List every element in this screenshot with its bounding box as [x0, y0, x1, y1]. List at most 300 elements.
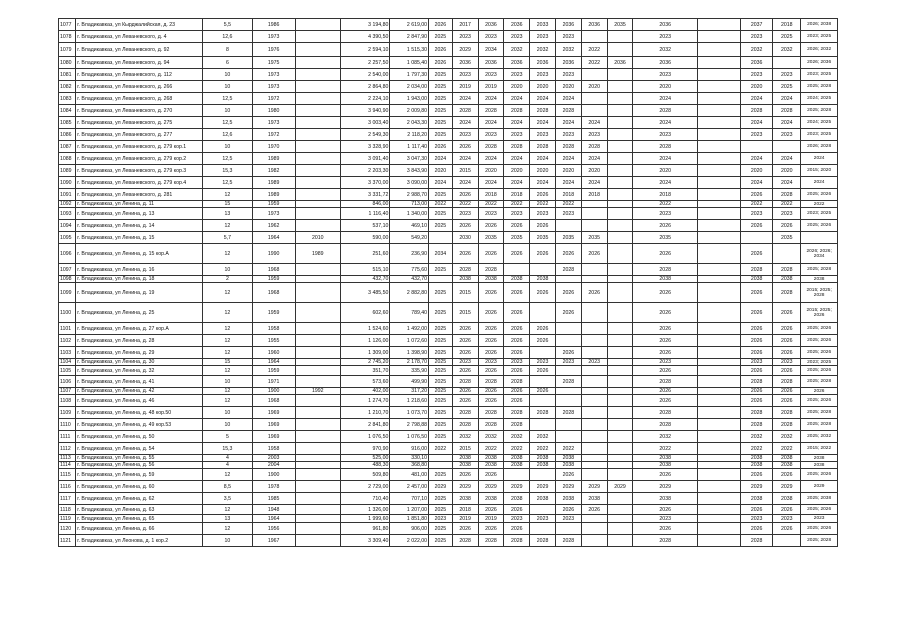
year-cell — [607, 177, 633, 189]
year-cell: 2024 — [773, 93, 801, 105]
year-cell: 2024 — [741, 153, 773, 165]
year-cell: 2026 — [773, 335, 801, 347]
year-cell: 2018 — [504, 189, 530, 201]
year-cell: 2019 — [452, 81, 478, 93]
year-cell: 2029 — [452, 481, 478, 493]
year-cell: 2026 — [581, 505, 607, 515]
year-cell: 2020 — [633, 81, 698, 93]
year-cell: 2026 — [530, 388, 556, 395]
total-area-cell: 3 003,40 — [340, 117, 389, 129]
total-area-cell: 402,00 — [340, 388, 389, 395]
year-cell: 2026 — [452, 347, 478, 359]
total-area-cell: 602,60 — [340, 303, 389, 323]
year-cell: 2035 — [530, 232, 556, 244]
year-rebuilt-cell — [295, 455, 340, 462]
year-cell: 2029 — [555, 481, 581, 493]
summary-years-cell: 2015; 2022 — [801, 443, 838, 455]
year-cell: 2025 — [429, 469, 453, 481]
year-built-cell: 1968 — [252, 395, 295, 407]
table-row — [59, 283, 838, 303]
year-cell: 2029 — [741, 481, 773, 493]
summary-years-cell: 2029 — [801, 481, 838, 493]
year-cell: 2038 — [452, 493, 478, 505]
year-cell: 2022 — [504, 201, 530, 208]
row-number: 1084 — [59, 105, 76, 117]
year-cell: 2028 — [504, 141, 530, 153]
year-cell: 2018 — [633, 189, 698, 201]
year-cell — [607, 366, 633, 376]
table-row — [59, 81, 838, 93]
summary-years-cell: 2023; 2025 — [801, 31, 838, 43]
year-cell: 2026 — [452, 220, 478, 232]
year-cell: 2029 — [607, 481, 633, 493]
year-cell: 2024 — [741, 177, 773, 189]
year-cell: 2036 — [633, 57, 698, 69]
year-cell — [697, 303, 740, 323]
year-built-cell: 1989 — [252, 153, 295, 165]
year-cell — [607, 93, 633, 105]
year-cell: 2026 — [741, 388, 773, 395]
year-cell: 2024 — [530, 177, 556, 189]
summary-years-cell: 2025; 2028 — [801, 376, 838, 388]
year-cell: 2032 — [530, 43, 556, 57]
year-cell: 2028 — [773, 283, 801, 303]
year-cell — [697, 523, 740, 535]
year-cell — [697, 105, 740, 117]
year-cell: 2023 — [452, 359, 478, 366]
year-built-cell: 1959 — [252, 303, 295, 323]
year-cell: 2020 — [773, 165, 801, 177]
address-cell: г. Владикавказ, ул Леваневского, д. 112 — [76, 69, 203, 81]
table-row — [59, 201, 838, 208]
year-rebuilt-cell — [295, 129, 340, 141]
year-cell: 2028 — [633, 376, 698, 388]
row-number: 1092 — [59, 201, 76, 208]
year-cell: 2036 — [555, 19, 581, 31]
year-cell: 2029 — [530, 481, 556, 493]
year-cell — [581, 93, 607, 105]
year-rebuilt-cell — [295, 493, 340, 505]
summary-years-cell: 2023; 2025 — [801, 208, 838, 220]
year-cell — [581, 69, 607, 81]
year-cell: 2026 — [773, 388, 801, 395]
year-cell: 2023 — [452, 208, 478, 220]
year-built-cell: 1967 — [252, 535, 295, 547]
summary-years-cell: 2025; 2026 — [801, 189, 838, 201]
address-cell: г. Владикавказ, ул Леонова, д. 1 кор.2 — [76, 535, 203, 547]
year-cell: 2035 — [504, 232, 530, 244]
year-cell: 2038 — [741, 276, 773, 283]
summary-years-cell: 2026; 2028 — [801, 141, 838, 153]
table-row — [59, 57, 838, 69]
year-rebuilt-cell — [295, 303, 340, 323]
year-cell — [697, 455, 740, 462]
living-area-cell: 1 085,40 — [390, 57, 429, 69]
year-cell: 2023 — [741, 69, 773, 81]
floors-cell: 12,5 — [203, 93, 252, 105]
year-cell: 2022 — [478, 201, 504, 208]
summary-years-cell: 2015; 2025; 2026 — [801, 303, 838, 323]
year-cell: 2024 — [581, 177, 607, 189]
year-built-cell: 1972 — [252, 93, 295, 105]
year-cell: 2023 — [633, 359, 698, 366]
year-cell: 2026 — [633, 220, 698, 232]
year-cell: 2029 — [773, 481, 801, 493]
year-cell: 2026 — [633, 347, 698, 359]
year-cell: 2026 — [581, 244, 607, 264]
year-cell: 2023 — [530, 69, 556, 81]
year-cell — [607, 81, 633, 93]
row-number: 1096 — [59, 244, 76, 264]
living-area-cell: 775,60 — [390, 264, 429, 276]
summary-years-cell: 2024 — [801, 153, 838, 165]
year-cell: 2038 — [530, 462, 556, 469]
year-cell: 2026 — [478, 469, 504, 481]
living-area-cell: 707,10 — [390, 493, 429, 505]
year-cell: 2023 — [478, 208, 504, 220]
table-row — [59, 523, 838, 535]
year-rebuilt-cell — [295, 264, 340, 276]
year-cell: 2023 — [530, 359, 556, 366]
table-row — [59, 493, 838, 505]
year-cell: 2024 — [530, 117, 556, 129]
row-number: 1121 — [59, 535, 76, 547]
floors-cell: 12 — [203, 388, 252, 395]
summary-years-cell: 2023; 2025 — [801, 359, 838, 366]
year-cell — [607, 264, 633, 276]
year-cell: 2028 — [555, 535, 581, 547]
floors-cell: 12 — [203, 366, 252, 376]
year-cell — [697, 232, 740, 244]
year-cell: 2015 — [452, 303, 478, 323]
year-cell — [607, 276, 633, 283]
year-cell — [607, 443, 633, 455]
table-row — [59, 535, 838, 547]
row-number: 1093 — [59, 208, 76, 220]
year-cell: 2023 — [773, 129, 801, 141]
year-cell — [607, 505, 633, 515]
year-cell: 2020 — [504, 165, 530, 177]
year-cell — [697, 31, 740, 43]
summary-years-cell: 2024 — [801, 177, 838, 189]
summary-years-cell: 2025; 2026 — [801, 220, 838, 232]
year-cell: 2026 — [504, 347, 530, 359]
address-cell: г. Владикавказ, ул Леваневского, д. 277 — [76, 129, 203, 141]
year-cell: 2023 — [530, 208, 556, 220]
row-number: 1112 — [59, 443, 76, 455]
year-cell — [581, 220, 607, 232]
year-rebuilt-cell — [295, 407, 340, 419]
year-cell: 2026 — [478, 335, 504, 347]
year-cell — [607, 395, 633, 407]
year-cell — [581, 407, 607, 419]
living-area-cell: 2 009,80 — [390, 105, 429, 117]
year-cell: 2028 — [504, 535, 530, 547]
year-cell: 2029 — [478, 481, 504, 493]
year-cell: 2029 — [429, 481, 453, 493]
total-area-cell: 1 076,50 — [340, 431, 389, 443]
year-cell: 2025 — [429, 523, 453, 535]
year-built-cell: 1973 — [252, 81, 295, 93]
year-cell — [697, 19, 740, 31]
floors-cell: 4 — [203, 462, 252, 469]
year-cell: 2034 — [429, 244, 453, 264]
year-built-cell: 1956 — [252, 523, 295, 535]
year-cell: 2018 — [452, 505, 478, 515]
row-number: 1119 — [59, 515, 76, 523]
year-cell — [697, 177, 740, 189]
floors-cell: 15 — [203, 201, 252, 208]
year-cell: 2032 — [504, 43, 530, 57]
row-number: 1113 — [59, 455, 76, 462]
address-cell: г. Владикавказ, ул Ленина, д. 28 — [76, 335, 203, 347]
year-cell: 2023 — [741, 129, 773, 141]
year-cell — [697, 141, 740, 153]
year-cell: 2026 — [478, 303, 504, 323]
year-cell — [581, 208, 607, 220]
year-cell: 2018 — [773, 19, 801, 31]
address-cell: г. Владикавказ, ул Леваневского, д. 279 кор.4 — [76, 177, 203, 189]
year-built-cell: 1959 — [252, 366, 295, 376]
living-area-cell: 713,00 — [390, 201, 429, 208]
year-cell — [607, 43, 633, 57]
year-cell: 2022 — [504, 443, 530, 455]
total-area-cell: 3 328,90 — [340, 141, 389, 153]
year-cell: 2035 — [478, 232, 504, 244]
year-cell: 2032 — [741, 43, 773, 57]
year-built-cell: 1989 — [252, 189, 295, 201]
year-cell — [697, 505, 740, 515]
year-cell: 2024 — [478, 177, 504, 189]
row-number: 1088 — [59, 153, 76, 165]
living-area-cell: 335,90 — [390, 366, 429, 376]
address-cell: г. Владикавказ, ул Леваневского, д. 266 — [76, 81, 203, 93]
year-cell: 2038 — [633, 462, 698, 469]
row-number: 1100 — [59, 303, 76, 323]
year-cell: 2024 — [633, 117, 698, 129]
year-cell — [581, 523, 607, 535]
year-cell — [697, 220, 740, 232]
year-cell: 2038 — [504, 493, 530, 505]
year-cell: 2025 — [429, 376, 453, 388]
living-area-cell: 2 022,00 — [390, 535, 429, 547]
address-cell: г. Владикавказ, ул Ленина, д. 46 — [76, 395, 203, 407]
year-cell: 2025 — [429, 117, 453, 129]
address-cell: г. Владикавказ, ул Ленина, д. 60 — [76, 481, 203, 493]
address-cell: г. Владикавказ, ул Ленина, д. 16 — [76, 264, 203, 276]
floors-cell: 10 — [203, 264, 252, 276]
year-cell: 2036 — [504, 19, 530, 31]
year-cell: 2023 — [478, 359, 504, 366]
year-cell: 2026 — [504, 303, 530, 323]
year-cell: 2029 — [581, 481, 607, 493]
year-built-cell: 1980 — [252, 105, 295, 117]
address-cell: г. Владикавказ, ул Ленина, д. 14 — [76, 220, 203, 232]
year-rebuilt-cell — [295, 431, 340, 443]
year-cell: 2026 — [741, 469, 773, 481]
year-built-cell: 1955 — [252, 335, 295, 347]
table-row — [59, 335, 838, 347]
year-cell — [530, 303, 556, 323]
row-number: 1103 — [59, 347, 76, 359]
year-cell: 2028 — [581, 141, 607, 153]
year-rebuilt-cell — [295, 283, 340, 303]
year-built-cell: 1959 — [252, 276, 295, 283]
floors-cell: 12 — [203, 469, 252, 481]
year-cell: 2024 — [429, 177, 453, 189]
address-cell: г. Владикавказ, ул Леваневского, д. 270 — [76, 105, 203, 117]
year-cell: 2026 — [741, 283, 773, 303]
total-area-cell: 2 203,30 — [340, 165, 389, 177]
year-cell: 2017 — [452, 19, 478, 31]
year-built-cell: 1964 — [252, 232, 295, 244]
total-area-cell: 1 524,60 — [340, 323, 389, 335]
year-cell: 2020 — [429, 165, 453, 177]
year-cell: 2026 — [773, 523, 801, 535]
year-cell — [530, 505, 556, 515]
total-area-cell: 4 390,50 — [340, 31, 389, 43]
living-area-cell: 906,00 — [390, 523, 429, 535]
year-cell: 2022 — [429, 201, 453, 208]
year-cell: 2038 — [530, 493, 556, 505]
year-cell — [697, 189, 740, 201]
total-area-cell: 1 210,70 — [340, 407, 389, 419]
year-cell: 2038 — [773, 462, 801, 469]
year-cell: 2028 — [478, 535, 504, 547]
total-area-cell: 590,00 — [340, 232, 389, 244]
living-area-cell: 1 207,00 — [390, 505, 429, 515]
year-cell — [697, 395, 740, 407]
year-built-cell: 1960 — [252, 347, 295, 359]
housing-repair-schedule-table — [58, 18, 838, 547]
row-number: 1082 — [59, 81, 76, 93]
year-cell: 2022 — [741, 443, 773, 455]
year-cell: 2036 — [607, 57, 633, 69]
year-cell: 2026 — [741, 335, 773, 347]
floors-cell: 12,5 — [203, 177, 252, 189]
living-area-cell: 1 072,60 — [390, 335, 429, 347]
living-area-cell: 1 851,80 — [390, 515, 429, 523]
summary-years-cell: 2023; 2025 — [801, 129, 838, 141]
year-cell — [697, 244, 740, 264]
year-cell: 2025 — [429, 323, 453, 335]
table-row — [59, 129, 838, 141]
year-cell: 2024 — [478, 93, 504, 105]
row-number: 1110 — [59, 419, 76, 431]
year-cell: 2026 — [504, 335, 530, 347]
address-cell: г. Владикавказ, ул Ленина, д. 29 — [76, 347, 203, 359]
year-cell: 2026 — [452, 335, 478, 347]
year-cell — [697, 469, 740, 481]
year-cell: 2028 — [530, 105, 556, 117]
year-cell: 2028 — [452, 376, 478, 388]
year-rebuilt-cell — [295, 462, 340, 469]
year-cell — [607, 462, 633, 469]
year-cell — [555, 366, 581, 376]
table-row — [59, 276, 838, 283]
table-row — [59, 366, 838, 376]
year-cell — [607, 419, 633, 431]
address-cell: г. Владикавказ, ул Леваневского, д. 281 — [76, 189, 203, 201]
living-area-cell: 2 619,00 — [390, 19, 429, 31]
year-cell: 2023 — [633, 69, 698, 81]
summary-years-cell: 2025; 2026 — [801, 347, 838, 359]
year-cell: 2028 — [478, 419, 504, 431]
year-cell: 2025 — [773, 31, 801, 43]
year-cell: 2026 — [555, 469, 581, 481]
summary-years-cell: 2026; 2036 — [801, 57, 838, 69]
year-cell — [530, 395, 556, 407]
address-cell: г. Владикавказ, ул Ленина, д. 19 — [76, 283, 203, 303]
year-cell: 2023 — [741, 359, 773, 366]
total-area-cell: 3 194,80 — [340, 19, 389, 31]
year-cell: 2019 — [452, 515, 478, 523]
table-row — [59, 481, 838, 493]
year-cell — [581, 443, 607, 455]
year-cell: 2029 — [633, 481, 698, 493]
year-cell: 2029 — [452, 43, 478, 57]
floors-cell: 12,6 — [203, 31, 252, 43]
year-built-cell: 2004 — [252, 462, 295, 469]
year-cell: 2023 — [633, 515, 698, 523]
address-cell: г. Владикавказ, ул Кырджалийская, д. 23 — [76, 19, 203, 31]
summary-years-cell — [801, 232, 838, 244]
floors-cell: 12 — [203, 523, 252, 535]
year-cell: 2038 — [452, 455, 478, 462]
year-cell: 2026 — [452, 523, 478, 535]
table-row — [59, 153, 838, 165]
year-cell — [607, 455, 633, 462]
year-cell: 2038 — [741, 455, 773, 462]
year-rebuilt-cell — [295, 481, 340, 493]
table-row — [59, 431, 838, 443]
year-cell — [697, 201, 740, 208]
year-cell — [581, 366, 607, 376]
total-area-cell: 846,00 — [340, 201, 389, 208]
year-rebuilt-cell — [295, 43, 340, 57]
summary-years-cell: 2025; 2026 — [801, 395, 838, 407]
year-cell: 2028 — [504, 105, 530, 117]
year-rebuilt-cell: 2010 — [295, 232, 340, 244]
year-cell: 2026 — [452, 244, 478, 264]
floors-cell: 12 — [203, 323, 252, 335]
year-cell — [697, 323, 740, 335]
year-cell: 2028 — [773, 407, 801, 419]
summary-years-cell: 2025; 2028 — [801, 81, 838, 93]
living-area-cell: 432,70 — [390, 276, 429, 283]
living-area-cell: 789,40 — [390, 303, 429, 323]
year-cell: 2023 — [633, 129, 698, 141]
year-cell: 2024 — [452, 177, 478, 189]
table-row — [59, 388, 838, 395]
total-area-cell: 2 864,80 — [340, 81, 389, 93]
year-rebuilt-cell: 1992 — [295, 388, 340, 395]
floors-cell: 15,3 — [203, 165, 252, 177]
year-built-cell: 1969 — [252, 431, 295, 443]
living-area-cell: 1 340,00 — [390, 208, 429, 220]
year-cell — [607, 232, 633, 244]
year-cell: 2036 — [504, 57, 530, 69]
year-cell — [555, 523, 581, 535]
summary-years-cell: 2025; 2026 — [801, 469, 838, 481]
year-cell: 2020 — [530, 165, 556, 177]
year-cell: 2024 — [478, 117, 504, 129]
year-cell: 2028 — [530, 535, 556, 547]
year-cell: 2028 — [452, 105, 478, 117]
address-cell: г. Владикавказ, ул Ленина, д. 55 — [76, 455, 203, 462]
year-cell: 2024 — [773, 117, 801, 129]
address-cell: г. Владикавказ, ул Ленина, д. 59 — [76, 469, 203, 481]
